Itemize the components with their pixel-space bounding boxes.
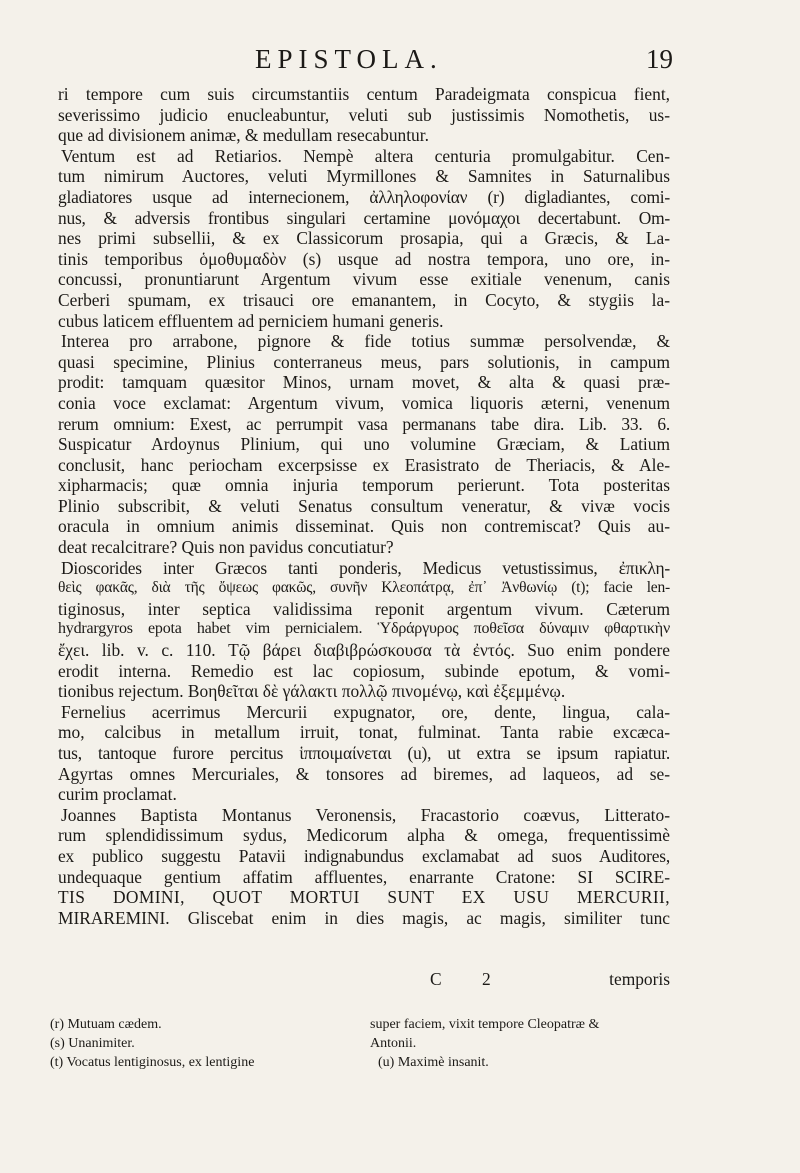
text-line: erodit interna. Remedio est lac copiosum, subinde epotum, & vomi- — [58, 660, 670, 681]
main-text — [58, 84, 670, 928]
text-line: nes primi subsellii, & ex Classicorum prosapia, qui a Græcis, & La- — [58, 228, 670, 249]
signature-line — [58, 969, 670, 991]
page-number: 19 — [646, 44, 673, 74]
running-title: EPISTOLA. — [255, 44, 443, 74]
text-line: Ventum est ad Retiarios. Nempè altera centuria promulgabitur. Cen- — [61, 145, 670, 166]
footnote: (t) Vocatus lentiginosus, ex lentigine — [50, 1055, 255, 1070]
text-line: severissimo judicio enucleabuntur, veluti sub justissimis Nomothetis, us- — [58, 104, 670, 125]
signature-mark: C 2 — [430, 969, 509, 989]
text-line: conia voce exclamat: Argentum vivum, vomica liquoris æterni, venenum — [58, 392, 670, 413]
text-line: que ad divisionem animæ, & medullam resecabuntur. — [58, 125, 429, 146]
text-line: Agyrtas omnes Mercuriales, & tonsores ad biremes, ad laqueos, ad se- — [58, 763, 670, 784]
text-line: curim proclamat. — [58, 784, 177, 805]
footnotes-right-column — [370, 1015, 690, 1072]
text-line: Interea pro arrabone, pignore & fide totius summæ persolvendæ, & — [61, 331, 670, 352]
text-line: rerum omnium: Exest, ac perrumpit vasa permanans tabe dira. Lib. 33. 6. — [58, 413, 670, 434]
text-line: nus, & adversis frontibus singulari certamine μονόμαχοι decertabunt. Om- — [58, 207, 670, 228]
text-line: Fernelius acerrimus Mercurii expugnator, ore, dente, lingua, cala- — [61, 701, 670, 722]
text-line: θεὶς φακᾶς, διὰ τῆς ὄψεως φακῶς, συνῆν Κλεοπάτρᾳ, ἐπ᾽ Ἀνθωνίῳ (t); facie len- — [58, 579, 670, 597]
text-line: Dioscorides inter Græcos tanti ponderis, Medicus vetustissimus, ἐπικλη- — [61, 557, 670, 578]
footnote: (r) Mutuam cædem. — [50, 1017, 162, 1032]
text-line: concussi, pronuntiarunt Argentum vivum esse exitiale venenum, canis — [58, 269, 670, 290]
text-line: cubus laticem effluentem ad perniciem humani generis. — [58, 310, 444, 331]
text-line: Cerberi spumam, ex trisauci ore emanantem, in Cocyto, & stygiis la- — [58, 289, 670, 310]
text-line: TIS DOMINI, QUOT MORTUI SUNT EX USU MERCURII, — [58, 887, 670, 908]
text-line: quasi specimine, Plinius conterraneus meus, pars solutionis, in campum — [58, 351, 670, 372]
text-line: Joannes Baptista Montanus Veronensis, Fracastorio coævus, Litterato- — [61, 804, 670, 825]
text-line: deat recalcitrare? Quis non pavidus concutiatur? — [58, 537, 394, 558]
text-line: tiginosus, inter septica validissima reponit argentum vivum. Cæterum — [58, 598, 670, 619]
text-line: ex publico suggestu Patavii indignabundus exclamabat ad suos Auditores, — [58, 845, 670, 866]
text-line: xipharmacis; quæ omnia injuria temporum perierunt. Tota posteritas — [58, 475, 670, 496]
footnote: super faciem, vixit tempore Cleopatræ & — [370, 1017, 600, 1032]
text-line: ri tempore cum suis circumstantiis centum Paradeigmata conspicua fient, — [58, 84, 670, 104]
text-line: prodit: tamquam quæsitor Minos, urnam movet, & alta & quasi præ- — [58, 372, 670, 393]
running-header — [0, 44, 800, 84]
text-line: tionibus rejectum. Βοηθεῖται δὲ γάλακτι πολλῷ πινομένῳ, καὶ ἐξεμμένῳ. — [58, 681, 566, 702]
footnote: (s) Unanimiter. — [50, 1036, 135, 1051]
footnote: Antonii. — [370, 1036, 417, 1051]
text-line: Suspicatur Ardoynus Plinium, qui uno volumine Græciam, & Latium — [58, 434, 670, 455]
text-line: mo, calcibus in metallum irruit, tonat, fulminat. Tanta rabie excæca- — [58, 722, 670, 743]
text-line: Plinio subscribit, & veluti Senatus consultum veneratur, & vivæ vocis — [58, 495, 670, 516]
footnote: (u) Maximè insanit. — [378, 1055, 489, 1070]
text-line: tus, tantoque furore percitus ἱπποιμαίνεται (u), ut extra se ipsum rapiatur. — [58, 743, 670, 763]
text-line: MIRAREMINI. Gliscebat enim in dies magis, ac magis, similiter tunc — [58, 907, 670, 928]
text-line: undequaque gentium affatim affluentes, enarrante Cratone: SI SCIRE- — [58, 866, 670, 887]
text-line: rum splendidissimum sydus, Medicorum alpha & omega, frequentissimè — [58, 825, 670, 846]
text-line: tinis temporibus ὁμοθυμαδὸν (s) usque ad nostra tempora, uno ore, in- — [58, 248, 670, 269]
footnotes-left-column — [50, 1015, 370, 1072]
text-line: ἔχει. lib. v. c. 110. Τῷ βάρει διαβιβρώσκουσα τὰ ἐντός. Suo enim pondere — [58, 640, 670, 661]
text-line: conclusit, hanc periocham excerpsisse ex Erasistrato de Theriacis, & Ale- — [58, 454, 670, 475]
text-line: gladiatores usque ad internecionem, ἀλληλοφονίαν (r) digladiantes, comi- — [58, 186, 670, 207]
catchword: temporis — [609, 969, 670, 989]
text-line: tum nimirum Auctores, veluti Myrmillones & Samnites in Saturnalibus — [58, 166, 670, 187]
text-line: oracula in omnium animis disseminat. Quis non contremiscat? Quis au- — [58, 516, 670, 537]
text-line: hydrargyros epota habet vim pernicialem. Ὑδράργυρος ποθεῖσα δύναμιν φθαρτικὴν — [58, 620, 670, 638]
